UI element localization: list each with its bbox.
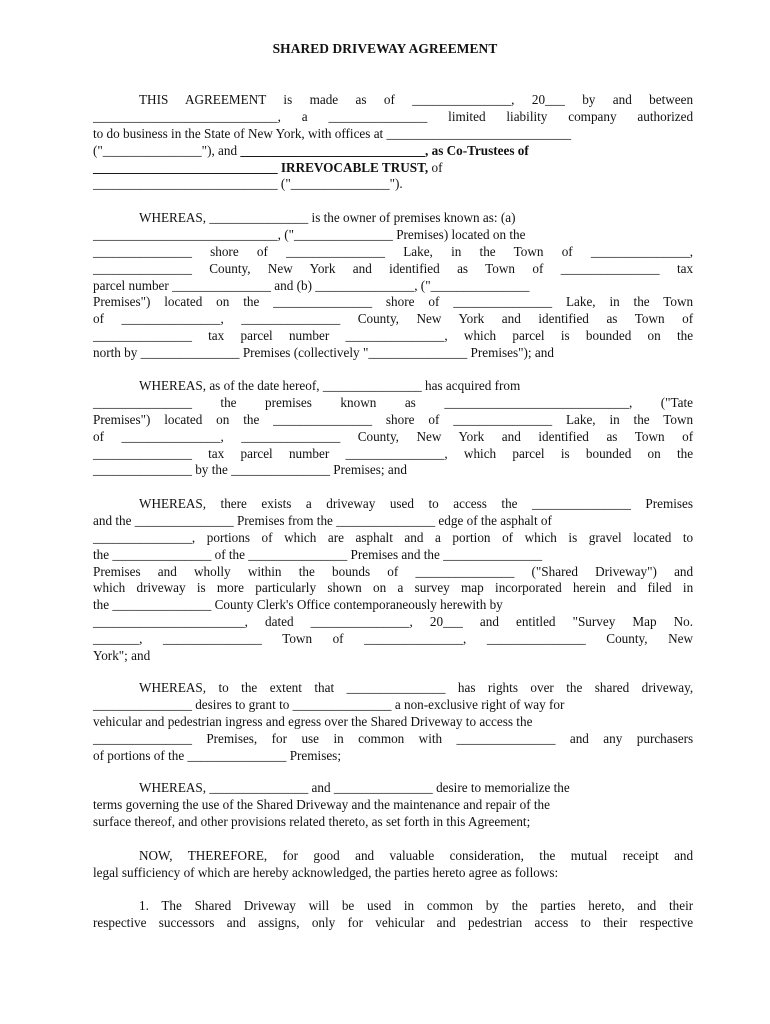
text-line: _______, _______________ Town of _______________, _______________ County, New: [93, 631, 693, 647]
text-line: NOW, THEREFORE, for good and valuable consideration, the mutual receipt and: [139, 848, 694, 863]
text-line: surface thereof, and other provisions related thereto, as set forth in this Agreement;: [93, 813, 531, 829]
text-line: of portions of the _______________ Premises;: [93, 747, 341, 763]
text-line: Premises and wholly within the bounds of _______________ ("Shared Driveway") and: [93, 563, 694, 579]
text-line: the _______________ of the _______________ Premises and the _______________: [93, 546, 543, 562]
text-line: WHEREAS, _______________ is the owner of premises known as: (a): [139, 210, 516, 225]
paragraph: [93, 92, 693, 193]
text-line: of _______________, _______________ County, New York and identified as Town of: [93, 428, 694, 444]
text-line: north by _______________ Premises (collectively "_______________ Premises"); and: [93, 345, 554, 361]
text-line: respective successors and assigns, only for vehicular and pedestrian access to their respective: [93, 914, 694, 930]
text-line: _______________ by the _______________ Premises; and: [93, 462, 407, 478]
text-line: WHEREAS, to the extent that _______________ has rights over the shared driveway,: [139, 680, 694, 695]
paragraph: [93, 898, 693, 932]
text-line: ____________________________ ("_______________").: [93, 176, 403, 192]
paragraph: [93, 210, 693, 362]
text-line: THIS AGREEMENT is made as of _______________, 20___ by and between: [139, 92, 694, 107]
text-line: WHEREAS, as of the date hereof, _______________ has acquired from: [139, 378, 521, 393]
text-line: ____________________________, ("_______________ Premises) located on the: [93, 226, 526, 242]
text-line: 1. The Shared Driveway will be used in common by the parties hereto, and their: [139, 898, 694, 913]
paragraph: [93, 848, 693, 882]
text-line: ____________________________, a _______________ limited liability company authorized: [93, 108, 694, 124]
text-line: ____________________________ IRREVOCABLE TRUST, of: [93, 159, 443, 175]
text-line: _______________, portions of which are asphalt and a portion of which is gravel located to: [93, 529, 694, 545]
text-line: legal sufficiency of which are hereby acknowledged, the parties hereto agree as follows:: [93, 864, 559, 880]
paragraph: [93, 378, 693, 479]
text-line: the _______________ County Clerk's Office contemporaneously herewith by: [93, 597, 503, 613]
paragraph: [93, 780, 693, 831]
text-line: _______________ desires to grant to _______________ a non-exclusive right of way for: [93, 696, 565, 712]
text-line: _______________ County, New York and identified as Town of _______________ tax: [93, 260, 694, 276]
text-line: parcel number _______________ and (b) _______________, ("_______________: [93, 277, 530, 293]
text-line: and the _______________ Premises from the _______________ edge of the asphalt of: [93, 512, 552, 528]
text-line: _______________ the premises known as ____________________________, ("Tate: [93, 394, 694, 410]
text-line: WHEREAS, _______________ and _______________ desire to memorialize the: [139, 780, 570, 795]
text-line: WHEREAS, there exists a driveway used to access the _______________ Premises: [139, 496, 694, 511]
text-line: of _______________, _______________ County, New York and identified as Town of: [93, 311, 694, 327]
text-line: vehicular and pedestrian ingress and egress over the Shared Driveway to access the: [93, 713, 533, 729]
text-line: to do business in the State of New York, with offices at ____________________________: [93, 125, 572, 141]
document-title: SHARED DRIVEWAY AGREEMENT: [272, 41, 498, 56]
text-line: ("_______________"), and ____________________________, as Co-Trustees of: [93, 142, 529, 158]
text-line: terms governing the use of the Shared Driveway and the maintenance and repair of the: [93, 796, 550, 812]
text-line: _______________ tax parcel number _______________, which parcel is bounded on the: [93, 328, 694, 344]
text-line: _______________________, dated _______________, 20___ and entitled "Survey Map No.: [93, 614, 694, 630]
text-line: Premises") located on the _______________ shore of _______________ Lake, in the Town: [93, 294, 694, 310]
text-line: _______________ Premises, for use in common with _______________ and any purchasers: [93, 730, 694, 746]
text-line: which driveway is more particularly shown on a survey map incorporated herein and filed in: [93, 580, 694, 596]
text-line: _______________ shore of _______________ Lake, in the Town of _______________,: [93, 243, 694, 259]
paragraph: [93, 496, 693, 665]
paragraph: [93, 680, 693, 764]
text-line: Premises") located on the _______________ shore of _______________ Lake, in the Town: [93, 411, 694, 427]
text-line: York"; and: [93, 648, 151, 664]
text-line: _______________ tax parcel number _______________, which parcel is bounded on the: [93, 445, 694, 461]
